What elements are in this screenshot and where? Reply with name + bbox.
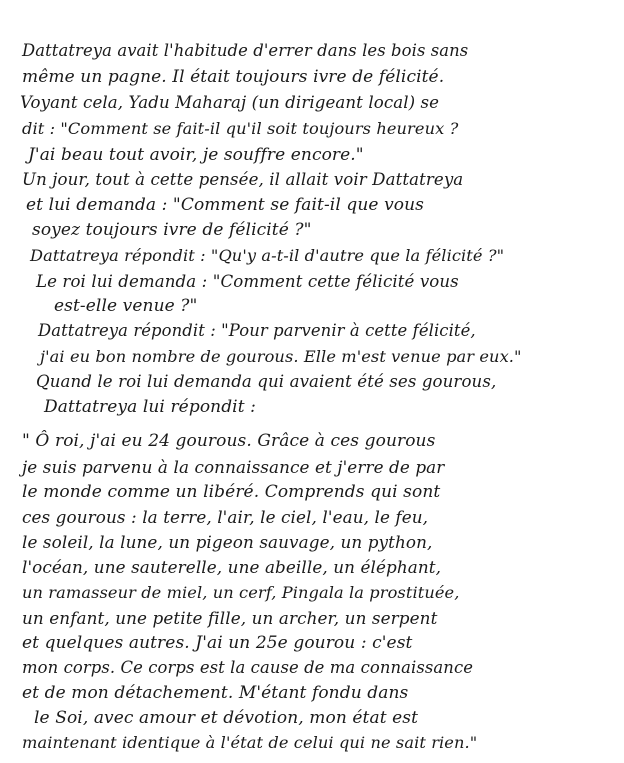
text-line: et lui demanda : "Comment se fait-il que vous: [26, 195, 424, 215]
text-line: le Soi, avec amour et dévotion, mon état est: [34, 708, 419, 728]
text-line: et de mon détachement. M'étant fondu dans: [22, 683, 409, 703]
text-line: Un jour, tout à cette pensée, il allait voir Dattatreya: [22, 170, 464, 189]
text-line: même un pagne. Il était toujours ivre de félicité.: [22, 67, 445, 87]
text-line: Le roi lui demanda : "Comment cette félicité vous: [36, 272, 459, 291]
text-line: Dattatreya répondit : "Qu'y a-t-il d'autre que la félicité ?": [30, 246, 505, 265]
text-line: est-elle venue ?": [54, 296, 198, 316]
text-line: Quand le roi lui demanda qui avaient été ses gourous,: [36, 372, 497, 391]
text-line: et quelques autres. J'ai un 25e gourou : c'est: [22, 633, 413, 653]
text-line: je suis parvenu à la connaissance et j'erre de par: [22, 457, 445, 477]
text-line: ces gourous : la terre, l'air, le ciel, l'eau, le feu,: [22, 507, 429, 527]
text-line: " Ô roi, j'ai eu 24 gourous. Grâce à ces gourous: [22, 431, 436, 451]
text-line: Voyant cela, Yadu Maharaj (un dirigeant local) se: [20, 93, 440, 112]
text-line: mon corps. Ce corps est la cause de ma connaissance: [22, 658, 474, 677]
text-line: dit : "Comment se fait-il qu'il soit toujours heureux ?: [22, 119, 459, 138]
text-line: un enfant, une petite fille, un archer, un serpent: [22, 608, 438, 628]
text-line: j'ai eu bon nombre de gourous. Elle m'est venue par eux.": [40, 347, 522, 366]
text-line: Dattatreya répondit : "Pour parvenir à cette félicité,: [38, 321, 476, 340]
text-line: Dattatreya lui répondit :: [44, 397, 256, 417]
text-line: maintenant identique à l'état de celui qui ne sait rien.": [22, 733, 478, 752]
text-line: un ramasseur de miel, un cerf, Pingala la prostituée,: [22, 583, 460, 602]
text-line: soyez toujours ivre de félicité ?": [32, 220, 312, 240]
text-line: le soleil, la lune, un pigeon sauvage, un python,: [22, 532, 433, 552]
text-line: l'océan, une sauterelle, une abeille, un éléphant,: [22, 557, 442, 577]
text-line: J'ai beau tout avoir, je souffre encore.": [28, 145, 364, 165]
text-line: Dattatreya avait l'habitude d'errer dans les bois sans: [22, 41, 469, 60]
text-line: le monde comme un libéré. Comprends qui sont: [22, 482, 441, 502]
